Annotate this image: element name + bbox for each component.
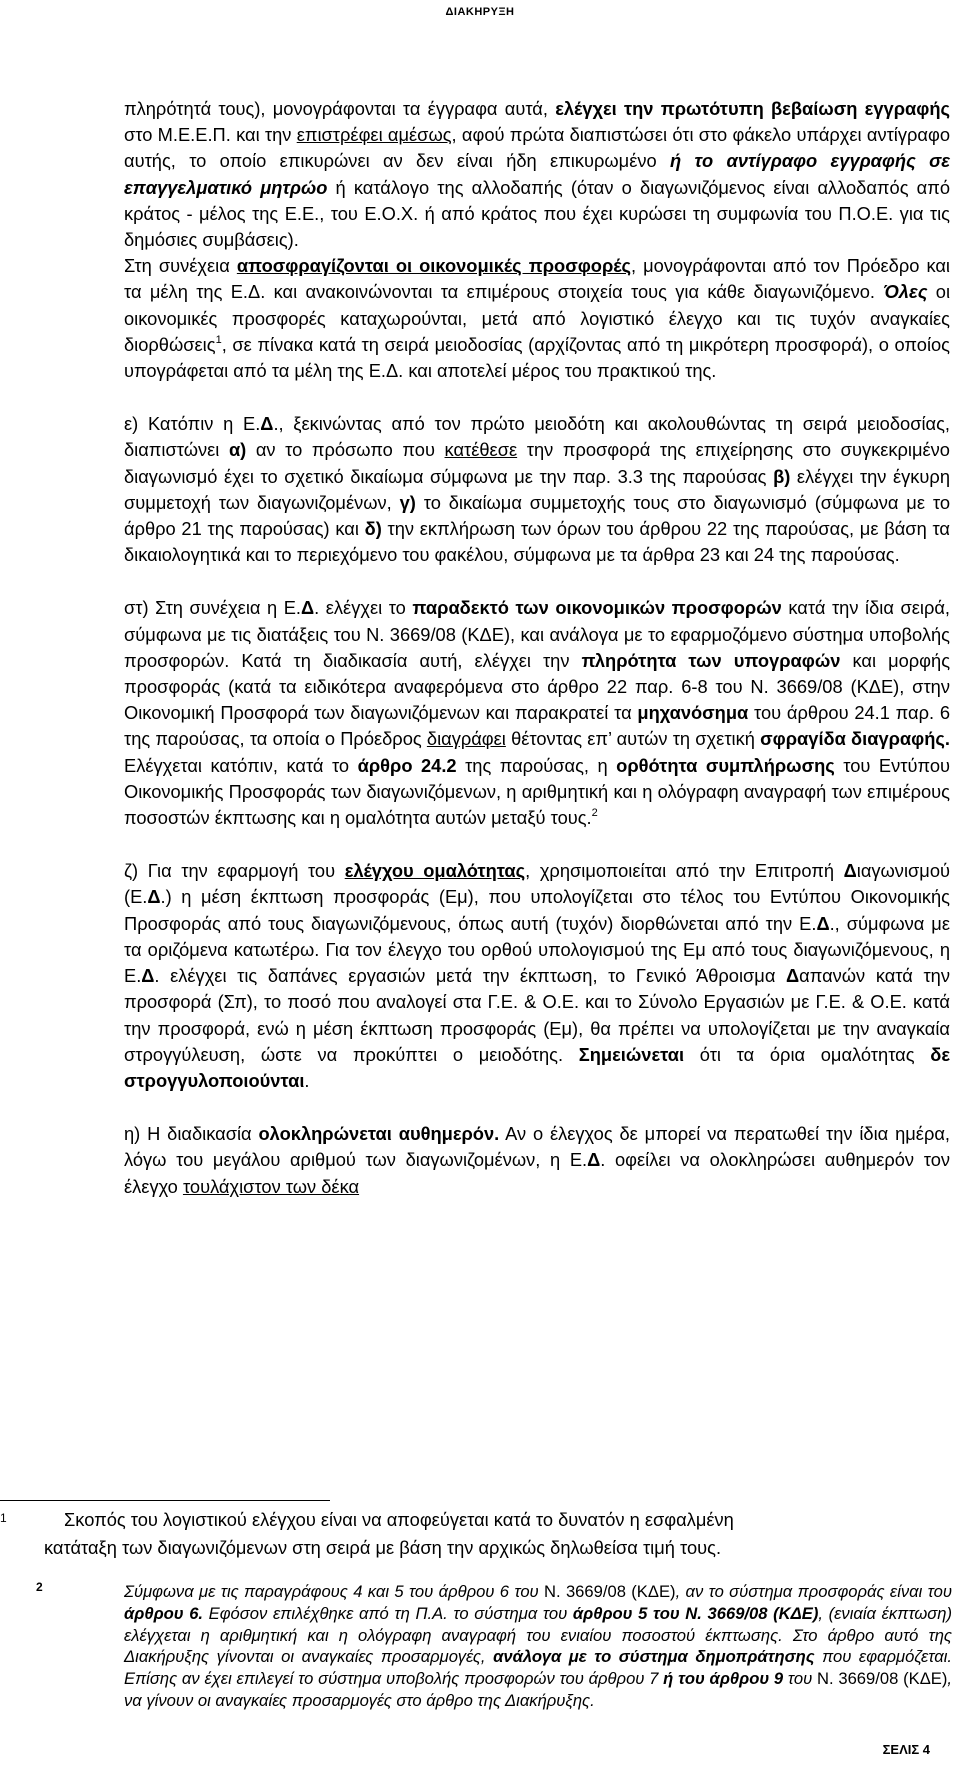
- footnote-1-line-1: Σκοπός του λογιστικού ελέγχου είναι να αποφεύγεται κατά το δυνατόν η εσφαλμένη: [64, 1509, 734, 1530]
- footnote-2: [0, 1581, 952, 1712]
- document-header: ΔΙΑΚΗΡΥΞΗ: [445, 6, 515, 18]
- paragraph-st: στ) Στη συνέχεια η Ε.Δ. ελέγχει το παραδεκτό των οικονομικών προσφορών κατά την ίδια σειρά, σύμφωνα με τις διατάξεις του Ν. 3669/08 (ΚΔΕ), και ανάλογα με το εφαρμοζόμενο σύστημα υποβολής προσφορών. Κατά τη διαδικασία αυτή, ελέγχει την πληρότητα των υπογραφών και μορφής προσφοράς (κατά τα ειδικότερα αναφερόμενα στο άρθρο 22 παρ. 6-8 του Ν. 3669/08 (ΚΔΕ), στην Οικονομική Προσφορά των διαγωνιζόμενων και παρακρατεί τα μηχανόσημα του άρθρου 24.1 παρ. 6 της παρούσας, τα οποία ο Πρόεδρος διαγράφει θέτοντας επ’ αυτών τη σχετική σφραγίδα διαγραφής. Ελέγχεται κατόπιν, κατά το άρθρο 24.2 της παρούσας, η ορθότητα συμπλήρωσης του Εντύπου Οικονομικής Προσφοράς των διαγωνιζόμενων, η αριθμητική και η ολόγραφη αναγραφή των επιμέρους ποσοστών έκπτωσης και η ομαλότητα αυτών μεταξύ τους.$^2$: [124, 597, 951, 829]
- footnote-1: [0, 1506, 952, 1562]
- footnote-separator: [0, 1500, 330, 1501]
- footnote-ref-1[interactable]: 1: [215, 333, 222, 346]
- paragraph-z: ζ) Για την εφαρμογή του ελέγχου ομαλότητας, χρησιμοποιείται από την Επιτροπή Διαγωνισμού (Ε.Δ.) η μέση έκπτωση προσφοράς (Εμ), που υπολογίζεται στο τέλος του Εντύπου Οικονομικής Προσφοράς από τους διαγωνιζόμενους, όπως αυτή (τυχόν) διορθώνεται από την Ε.Δ., σύμφωνα με τα οριζόμενα κατωτέρω. Για τον έλεγχο του ορθού υπολογισμού της Εμ από τους διαγωνιζόμενους, η Ε.Δ. ελέγχει τις δαπάνες εργασιών μετά την έκπτωση, το Γενικό Άθροισμα Δαπανών κατά την προσφορά (Σπ), το ποσό που αναλογεί στα Γ.Ε. & Ο.Ε. και το Σύνολο Εργασιών με Γ.Ε. & Ο.Ε. κατά την προσφορά, ενώ η μέση έκπτωση προσφοράς (Εμ), θα πρέπει να υπολογίζεται με την αναγκαία στρογγύλευση, ώστε να προκύπτει ο μειοδότης. Σημειώνεται ότι τα όρια ομαλότητας δε στρογγυλοποιούνται.: [124, 860, 950, 1091]
- paragraph-opening-cont: Στη συνέχεια αποσφραγίζονται οι οικονομικές προσφορές, μονογράφονται από τον Πρόεδρο και τα μέλη της Ε.Δ. και ανακοινώνονται τα επιμέρους στοιχεία τους για κάθε διαγωνιζόμενο. Όλες οι οικονομικές προσφορές καταχωρούνται, μετά από λογιστικό έλεγχο και τις τυχόν αναγκαίες διορθώσεις$^1$, σε πίνακα κατά τη σειρά μειοδοσίας (αρχίζοντας από τη μικρότερη προσφορά), ο οποίος υπογράφεται από τα μέλη της Ε.Δ. και αποτελεί μέρος του πρακτικού της.: [124, 255, 951, 382]
- page-number: ΣΕΛΙΣ 4: [882, 1742, 930, 1757]
- footnote-2-text: Σύμφωνα με τις παραγράφους 4 και 5 του άρθρου 6 του Ν. 3669/08 (ΚΔΕ), αν το σύστημα προσφοράς είναι του άρθρου 6. Εφόσον επιλέχθηκε από τη Π.Α. το σύστημα του άρθρου 5 του Ν. 3669/08 (ΚΔΕ), (ενιαία έκπτωση) ελέγχεται η αριθμητική και η ολόγραφη αναγραφή του ενιαίου ποσοστού έκπτωσης. Στο άρθρο αυτό της Διακήρυξης γίνονται οι αναγκαίες προσαρμογές, ανάλογα με το σύστημα δημοπράτησης που εφαρμόζεται. Επίσης αν έχει επιλεγεί το σύστημα υποβολής προσφορών του άρθρου 7 ή του άρθρου 9 του Ν. 3669/08 (ΚΔΕ), να γίνουν οι αναγκαίες προσαρμογές στο άρθρο της Διακήρυξης.: [124, 1582, 953, 1710]
- paragraph-i: η) Η διαδικασία ολοκληρώνεται αυθημερόν. Αν ο έλεγχος δε μπορεί να περατωθεί την ίδια ημέρα, λόγω του μεγάλου αριθμού των διαγωνιζομένων, η Ε.Δ. οφείλει να ολοκληρώσει αυθημερόν τον έλεγχο τουλάχιστον των δέκα: [124, 1123, 950, 1197]
- paragraph-e: ε) Κατόπιν η Ε.Δ., ξεκινώντας από τον πρώτο μειοδότη και ακολουθώντας τη σειρά μειοδοσίας, διαπιστώνει α) αν το πρόσωπο που κατέθεσε την προσφορά της επιχείρησης στο συγκεκριμένο διαγωνισμό έχει το σχετικό δικαίωμα σύμφωνα με την παρ. 3.3 της παρούσας β) ελέγχει την έγκυρη συμμετοχή των διαγωνιζομένων, γ) το δικαίωμα συμμετοχής τους στο διαγωνισμό (σύμφωνα με το άρθρο 21 της παρούσας) και δ) την εκπλήρωση των όρων του άρθρου 22 της παρούσας, με βάση τα δικαιολογητικά και το περιεχόμενο του φακέλου, σύμφωνα με τα άρθρα 23 και 24 της παρούσας.: [124, 413, 950, 566]
- paragraph-opening: πληρότητά τους), μονογράφονται τα έγγραφα αυτά, ελέγχει την πρωτότυπη βεβαίωση εγγραφής στο Μ.Ε.Ε.Π. και την επιστρέφει αμέσως, αφού πρώτα διαπιστώσει ότι στο φάκελο υπάρχει αντίγραφο αυτής, το οποίο επικυρώνει αν δεν είναι ήδη επικυρωμένο ή το αντίγραφο εγγραφής σε επαγγελματικό μητρώο ή κατάλογο της αλλοδαπής (όταν ο διαγωνιζόμενος είναι αλλοδαπός από κράτος - μέλος της Ε.Ε., του Ε.Ο.Χ. ή από κράτος που έχει κυρώσει τη συμφωνία του Π.Ο.Ε. για τις δημόσιες συμβάσεις).: [124, 98, 951, 251]
- footnote-2-number: 2: [36, 1580, 43, 1594]
- footnote-ref-2[interactable]: 2: [591, 806, 598, 819]
- footnote-1-line-2: κατάταξη των διαγωνιζόμενων στη σειρά με βάση την αρχικώς δηλωθείσα τιμή τους.: [44, 1537, 722, 1558]
- document-body: [124, 96, 950, 1200]
- footnote-1-number: 1: [0, 1511, 7, 1525]
